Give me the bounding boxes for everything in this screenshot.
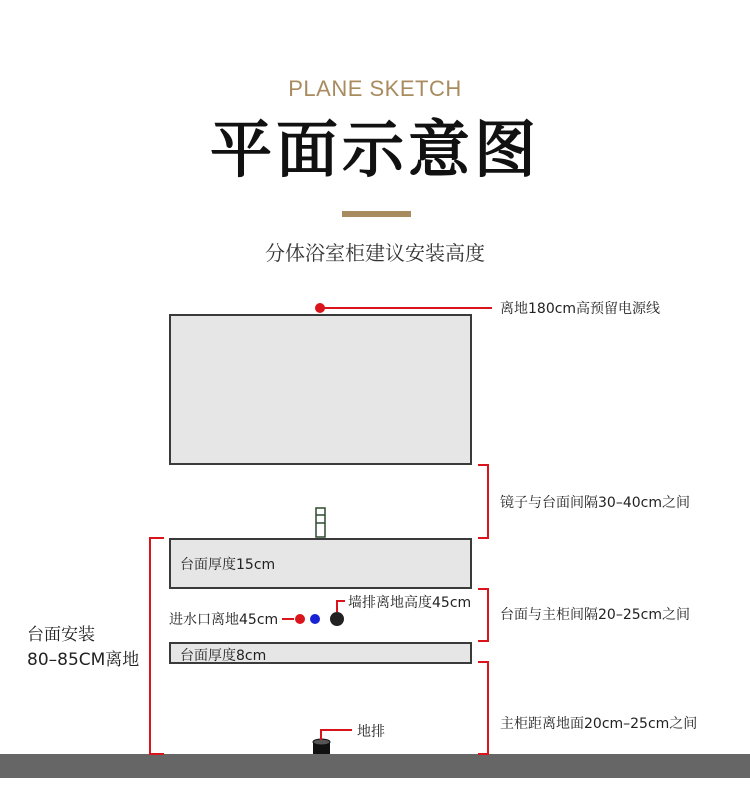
water-inlet-label: 进水口离地45cm <box>169 612 279 628</box>
countertop-thickness-label: 台面厚度15cm <box>180 557 276 573</box>
counter-install-label-line1: 台面安装 <box>27 625 95 645</box>
page-title: 平面示意图 <box>209 113 540 186</box>
cabinet-floor-gap-label: 主柜距离地面20cm–25cm之间 <box>500 716 698 732</box>
floor-drain-icon <box>313 739 330 754</box>
subtitle-chinese: 分体浴室柜建议安装高度 <box>265 241 485 265</box>
counter-install-label-line2: 80–85CM离地 <box>27 650 140 670</box>
counter-cabinet-bracket <box>478 589 488 641</box>
mirror-gap-bracket <box>478 465 488 538</box>
counter-cabinet-gap-label: 台面与主柜间隔20–25cm之间 <box>500 607 690 623</box>
mirror-gap-label: 镜子与台面间隔30–40cm之间 <box>500 495 690 511</box>
cabinet-thickness-label: 台面厚度8cm <box>180 648 267 664</box>
power-line-label: 离地180cm高预留电源线 <box>500 301 661 317</box>
cabinet-floor-bracket <box>478 662 488 754</box>
wall-drain-label: 墙排离地高度45cm <box>348 595 472 611</box>
hot-water-inlet-dot <box>295 614 305 624</box>
floor-drain-label: 地排 <box>357 724 385 740</box>
cold-water-inlet-dot <box>310 614 320 624</box>
faucet-icon <box>316 508 325 537</box>
counter-install-bracket <box>150 538 164 754</box>
wall-drain-dot <box>330 612 344 626</box>
subtitle-english: PLANE SKETCH <box>288 76 462 101</box>
